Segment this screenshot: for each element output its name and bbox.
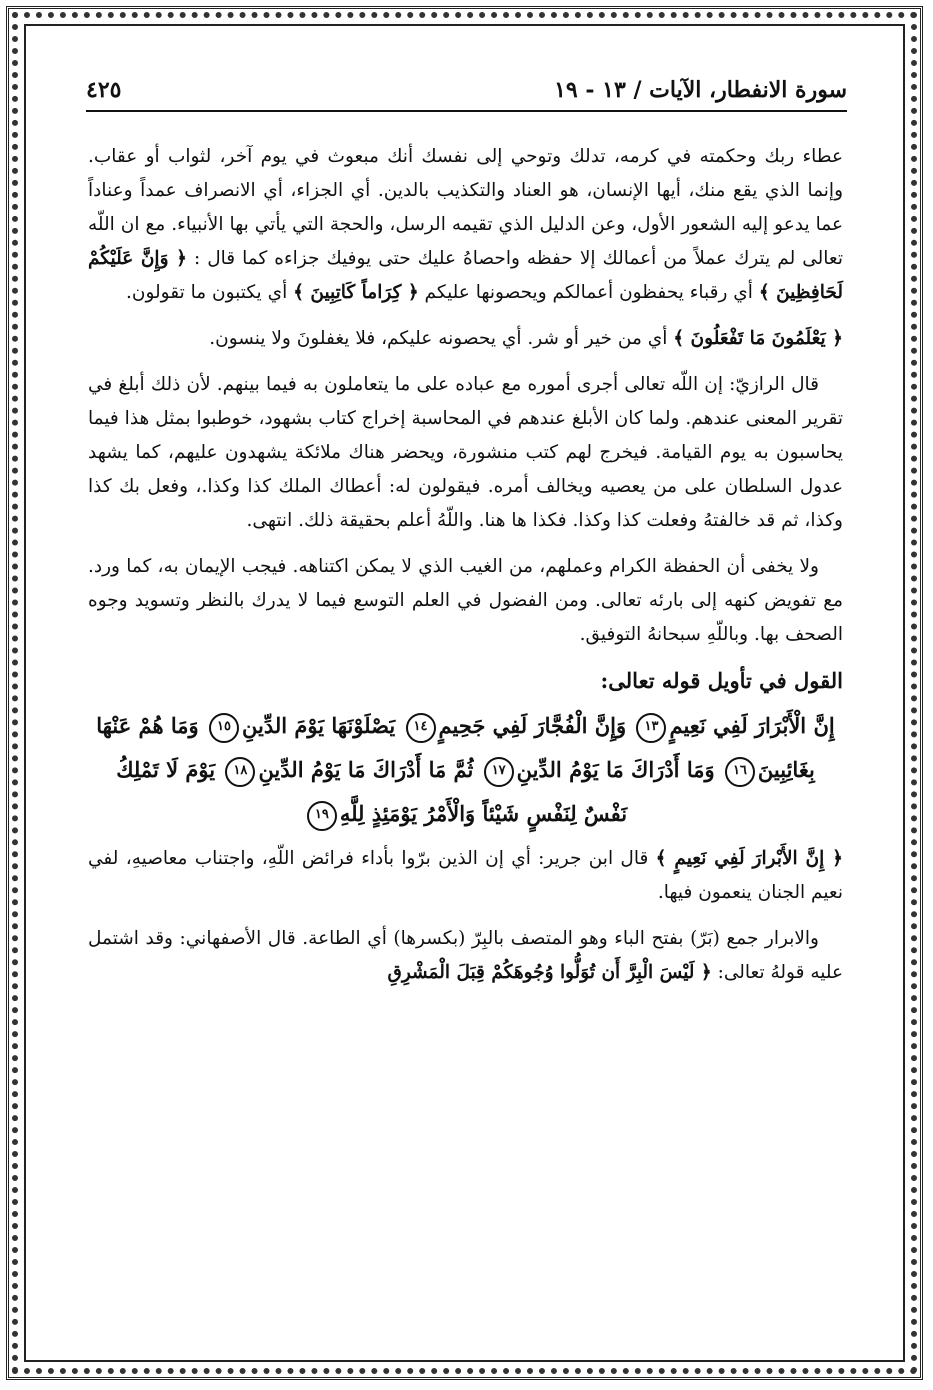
header-title: سورة الانفطار، الآيات / ١٣ - ١٩ [554,77,847,103]
page-number: ٤٢٥ [86,77,122,103]
quran-quote: ﴿ لَيْسَ الْبِرَّ أَن تُوَلُّوا وُجُوهَكُمْ قِبَلَ الْمَشْرِقِ [387,962,712,983]
paragraph [88,140,843,310]
paragraph-text: قال ابن جرير: أي إن الذين برّوا بأداء فرائض اللّهِ، واجتناب معاصيهِ، لفي نعيم الجنان ينعمون فيها. [88,848,843,903]
verse-text: يَوْمَ لَا تَمْلِكُ نَفْسٌ لِنَفْسٍ شَيْئاً وَالْأَمْرُ يَوْمَئِذٍ لِلَّهِ [116,757,628,826]
quran-quote: ﴿ إِنَّ الأَبْرارَ لَفِي نَعِيمٍ ﴾ [655,848,843,869]
verse-number-marker: ١٧ [484,757,514,787]
verse-text: إِنَّ الْأَبْرَارَ لَفِي نَعِيمٍ [669,713,835,738]
verse-text: ثُمَّ مَا أَدْرَاكَ مَا يَوْمُ الدِّينِ [258,757,474,782]
paragraph-text: ولا يخفى أن الحفظة الكرام وعملهم، من الغيب الذي لا يمكن اكتناهه. فيجب الإيمان به، كما ورد. مع تفويض كنهه إلى بارئه تعالى. ومن الفضول في العلم التوسع فيما لا يدرك بالنظر وتسويد وجوه الصحف بها. وباللّهِ سبحانهُ التوفيق. [88,556,843,645]
verse-text: وَمَا هُمْ عَنْهَا بِغَائِبِينَ [96,713,815,782]
paragraph-text: عطاء ربك وحكمته في كرمه، تدلك وتوحي إلى نفسك أنك مبعوث في يوم آخر، لثواب أو عقاب. وإنما الذي يقع منك، أيها الإنسان، هو العناد والتكذيب بالدين. أي الجزاء، أي الانصراف عمداً وعناداً عما يدعو إليه الشعور الأول، وعن الدليل الذي تقيمه الرسل، والحجة التي يأتي بها الأنبياء. مع ان اللّه تعالى لم يترك عملاً من أعمالك إلا حفظه واحصاهُ عليك حتى يوفيك جزاءه كما قال : [88,146,844,269]
paragraph [88,842,843,910]
verse-number-marker: ١٣ [636,713,666,743]
paragraph [88,368,843,538]
verse-text: يَصْلَوْنَهَا يَوْمَ الدِّينِ [242,713,396,738]
verse-number-marker: ١٦ [725,757,755,787]
paragraph [88,922,843,990]
running-header [86,70,847,112]
paragraph-text: قال الرازيّ: إن اللّه تعالى أجرى أموره مع عباده على ما يتعاملون به فيما بينهم. لأن ذلك أبلغ في تقرير المعنى عندهم. ولما كان الأبلغ عندهم في المحاسبة إخراج كتاب بشهود، خوطبوا بمثل هذا فيما يحاسبون به يوم القيامة. فيخرج لهم كتب منشورة، ويحضر هناك ملائكة يشهدون عليهم، كما يشهد عدول السلطان على من يعصيه ويخالف أمره. فيقولون له: أعطاك الملك كذا وكذا.، وفعل بك كذا وكذا، ثم قد خالفتهُ وفعلت كذا وكذا. فكذا ها هنا. واللّهُ أعلم بحقيقة ذلك. انتهى. [88,374,843,531]
quran-quote: ﴿ يَعْلَمُونَ مَا تَفْعَلُونَ ﴾ [673,328,843,349]
verse-text: وَمَا أَدْرَاكَ مَا يَوْمُ الدِّينِ [516,757,715,782]
paragraph [88,322,843,356]
paragraph [88,550,843,652]
paragraph-text: أي رقباء يحفظون أعمالكم ويحصونها عليكم [424,282,753,303]
verse-number-marker: ١٨ [225,757,255,787]
paragraph-text: أي من خير أو شر. أي يحصونه عليكم، فلا يغفلونَ ولا ينسون. [209,328,668,349]
section-heading: القول في تأويل قوله تعالى: [600,668,843,693]
verse-block [94,704,837,836]
verse-text: وَإِنَّ الْفُجَّارَ لَفِي جَحِيمٍ [438,713,627,738]
verse-number-marker: ١٤ [406,713,436,743]
verse-number-marker: ١٩ [307,801,337,831]
paragraph-text: والابرار جمع (بَرّ) بفتح الباء وهو المتصف بالبِرّ (بكسرها) أي الطاعة. قال الأصفهاني: وقد اشتمل عليه قولهُ تعالى: [88,928,843,983]
page-body [88,140,843,1002]
quran-quote: ﴿ كِرَاماً كَاتِبِينَ ﴾ [293,282,419,303]
paragraph-text: أي يكتبون ما تقولون. [126,282,288,303]
quran-quote: ﴿ وَإِنَّ عَلَيْكُمْ لَحَافِظِينَ ﴾ [88,248,843,303]
verse-number-marker: ١٥ [209,713,239,743]
